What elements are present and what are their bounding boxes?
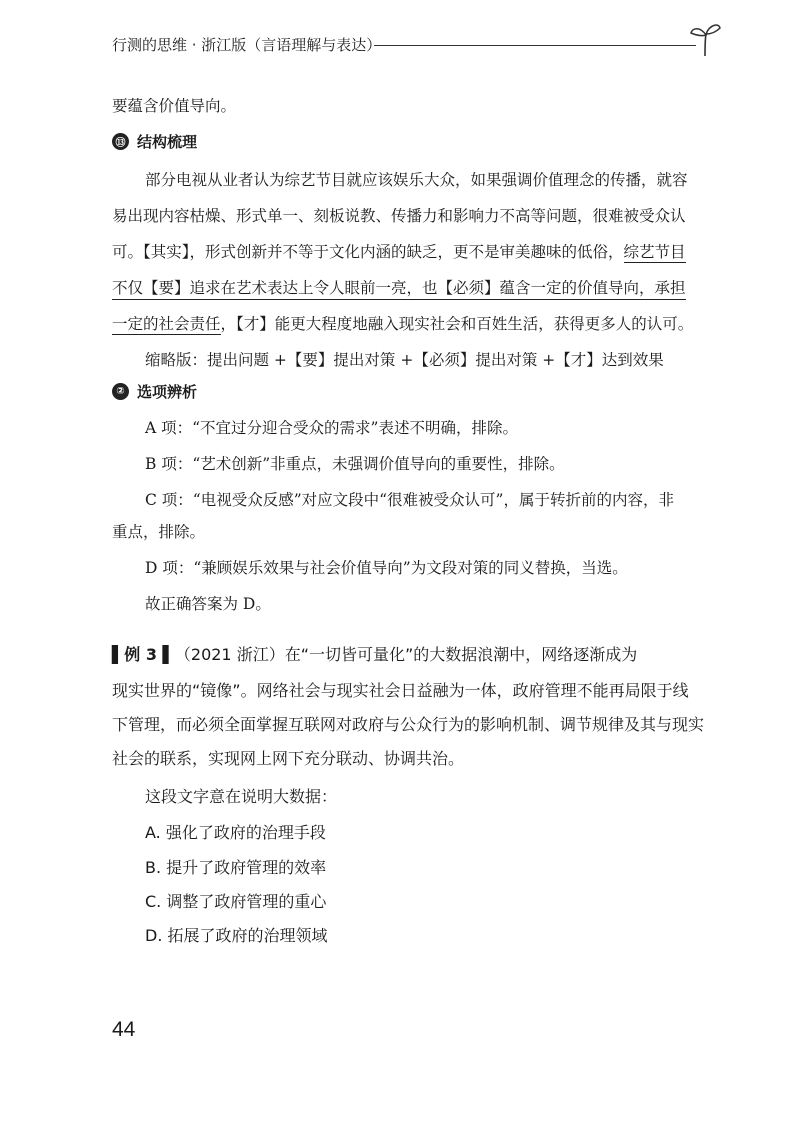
example-line: 下管理，而必须全面掌握互联网对政府与公众行为的影响机制、调节规律及其与现实 — [112, 715, 705, 734]
choice-a: A. 强化了政府的治理手段 — [145, 823, 326, 842]
option-analysis-c: C 项：“电视受众反感”对应文段中“很难被受众认可”，属于转折前的内容，非 — [145, 491, 674, 509]
section-structure-heading — [112, 131, 197, 152]
running-header — [112, 28, 722, 68]
choice-c: C. 调整了政府管理的重心 — [145, 892, 327, 911]
section-title: 选项辨析 — [137, 383, 198, 401]
book-title: 行测的思维 · 浙江版（言语理解与表达） — [112, 36, 382, 54]
structure-text: 可。【其实】，形式创新并不等于文化内涵的缺乏，更不是审美趣味的低俗， — [112, 243, 624, 261]
structure-line — [112, 240, 686, 262]
structure-line — [112, 312, 693, 334]
example-tag: ▌例 3 ▌ — [112, 645, 175, 664]
option-analysis-b: B 项：“艺术创新”非重点，未强调价值导向的重要性，排除。 — [145, 455, 565, 473]
choice-d: D. 拓展了政府的治理领域 — [145, 926, 328, 945]
question-stem: 这段文字意在说明大数据： — [145, 787, 338, 806]
example-line: 社会的联系，实现网上网下充分联动、协调共治。 — [112, 749, 465, 768]
sprout-icon — [688, 20, 722, 58]
step-badge: ⑬ — [112, 133, 129, 150]
example-line — [112, 642, 637, 665]
underlined-subject: 综艺节目 — [623, 243, 686, 261]
section-title: 结构梳理 — [137, 133, 198, 151]
option-analysis-c-cont: 重点，排除。 — [112, 523, 206, 541]
summary-line: 缩略版：提出问题 +【要】提出对策 +【必须】提出对策 +【才】达到效果 — [145, 351, 664, 369]
header-rule — [374, 45, 696, 46]
step-badge: ② — [112, 383, 129, 400]
structure-text: ，【才】能更大程度地融入现实社会和百姓生活，获得更多人的认可。 — [220, 315, 694, 333]
section-options-heading — [112, 381, 197, 402]
example-text: 在“一切皆可量化”的大数据浪潮中，网络逐渐成为 — [284, 645, 638, 664]
answer-line: 故正确答案为 D。 — [145, 595, 271, 613]
option-analysis-a: A 项：“不宜过分迎合受众的需求”表述不明确，排除。 — [145, 419, 518, 437]
underlined-responsibility: 一定的社会责任 — [112, 315, 221, 333]
structure-line: 易出现内容枯燥、形式单一、刻板说教、传播力和影响力不高等问题，很难被受众认 — [112, 207, 686, 225]
structure-line-underlined: 不仅【要】追求在艺术表达上令人眼前一亮，也【必须】蕴含一定的价值导向，承担 — [112, 276, 686, 300]
example-line: 现实世界的“镜像”。网络社会与现实社会日益融为一体，政府管理不能再局限于线 — [112, 681, 689, 700]
choice-b: B. 提升了政府管理的效率 — [145, 858, 327, 877]
structure-line: 部分电视从业者认为综艺节目就应该娱乐大众，如果强调价值理念的传播，就容 — [145, 171, 688, 189]
example-source: （2021 浙江） — [174, 645, 285, 664]
page-number: 44 — [112, 1018, 136, 1041]
intro-tail: 要蕴含价值导向。 — [112, 97, 237, 115]
option-analysis-d: D 项：“兼顾娱乐效果与社会价值导向”为文段对策的同义替换，当选。 — [145, 559, 628, 577]
